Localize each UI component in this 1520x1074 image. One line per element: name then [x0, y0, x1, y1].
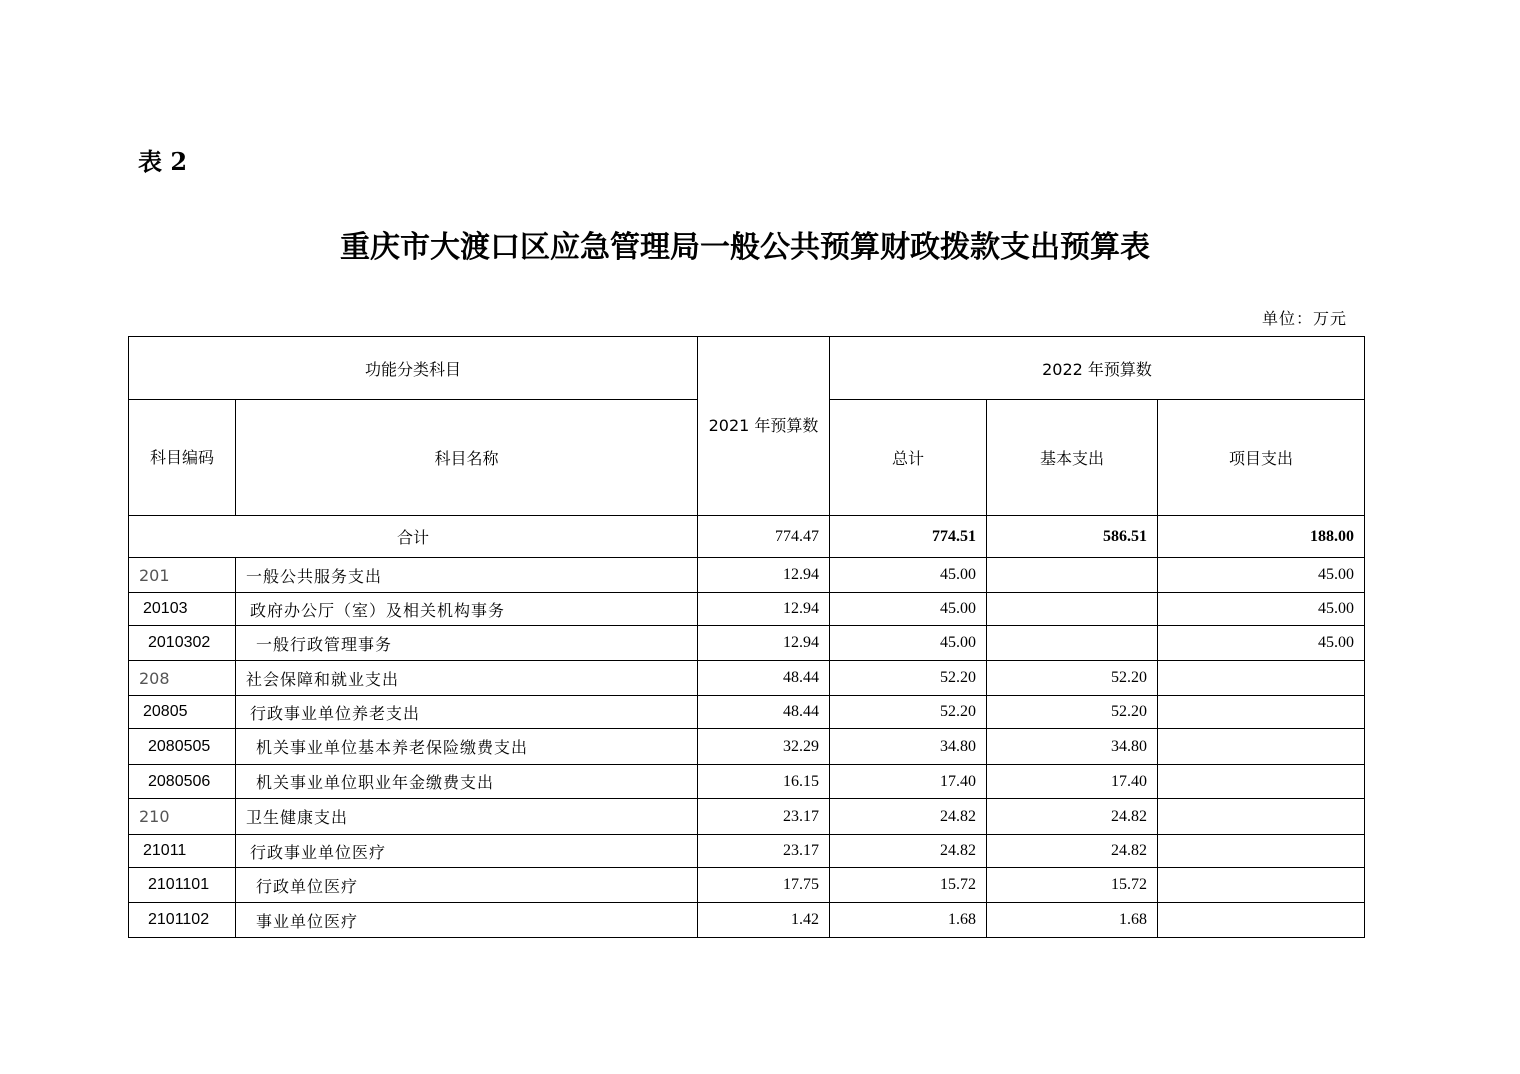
- row-prev-year: 23.17: [698, 835, 830, 868]
- row-project: 45.00: [1158, 558, 1365, 593]
- row-code: 2010302: [129, 626, 236, 661]
- table-row: [129, 868, 1365, 903]
- header-code: 科目编码: [129, 400, 236, 516]
- row-basic: 15.72: [987, 868, 1158, 903]
- table-label: 表 2: [138, 147, 188, 176]
- row-code: 21011: [129, 835, 236, 868]
- total-basic: 586.51: [987, 516, 1158, 558]
- table-row: [129, 593, 1365, 626]
- row-total: 34.80: [830, 729, 987, 765]
- total-project: 188.00: [1158, 516, 1365, 558]
- total-prev: 774.47: [698, 516, 830, 558]
- total-row: [129, 516, 1365, 558]
- unit-label: 单位：万元: [1262, 309, 1348, 328]
- row-total: 52.20: [830, 661, 987, 696]
- row-code: 2101101: [129, 868, 236, 903]
- row-total: 45.00: [830, 593, 987, 626]
- row-total: 24.82: [830, 835, 987, 868]
- table-row: [129, 696, 1365, 729]
- header-functional-category: 功能分类科目: [129, 337, 698, 400]
- row-project: 45.00: [1158, 593, 1365, 626]
- row-basic: 17.40: [987, 765, 1158, 799]
- row-prev-year: 32.29: [698, 729, 830, 765]
- row-basic: 1.68: [987, 903, 1158, 938]
- row-name: 社会保障和就业支出: [236, 661, 698, 696]
- table-row: [129, 626, 1365, 661]
- header-prev-year: 2021 年预算数: [698, 337, 830, 516]
- row-prev-year: 17.75: [698, 868, 830, 903]
- row-total: 1.68: [830, 903, 987, 938]
- table-row: [129, 835, 1365, 868]
- row-basic: 24.82: [987, 835, 1158, 868]
- row-basic: 52.20: [987, 696, 1158, 729]
- table-row: [129, 558, 1365, 593]
- row-prev-year: 23.17: [698, 799, 830, 835]
- row-name: 行政单位医疗: [236, 868, 698, 903]
- row-project: [1158, 868, 1365, 903]
- total-total: 774.51: [830, 516, 987, 558]
- row-code: 2080506: [129, 765, 236, 799]
- table-row: [129, 765, 1365, 799]
- row-name: 行政事业单位医疗: [236, 835, 698, 868]
- table-row: [129, 729, 1365, 765]
- row-project: [1158, 765, 1365, 799]
- row-project: [1158, 729, 1365, 765]
- row-project: [1158, 696, 1365, 729]
- row-name: 政府办公厅（室）及相关机构事务: [236, 593, 698, 626]
- row-total: 17.40: [830, 765, 987, 799]
- row-basic: 52.20: [987, 661, 1158, 696]
- total-label: 合计: [129, 516, 698, 558]
- row-prev-year: 1.42: [698, 903, 830, 938]
- row-total: 52.20: [830, 696, 987, 729]
- row-project: [1158, 835, 1365, 868]
- row-basic: [987, 593, 1158, 626]
- row-name: 一般公共服务支出: [236, 558, 698, 593]
- budget-table: [128, 336, 1365, 938]
- row-project: 45.00: [1158, 626, 1365, 661]
- row-basic: [987, 558, 1158, 593]
- row-code: 2101102: [129, 903, 236, 938]
- row-code: 210: [129, 799, 236, 835]
- page-title: 重庆市大渡口区应急管理局一般公共预算财政拨款支出预算表: [340, 230, 1150, 265]
- row-name: 一般行政管理事务: [236, 626, 698, 661]
- row-prev-year: 16.15: [698, 765, 830, 799]
- row-basic: 24.82: [987, 799, 1158, 835]
- row-basic: [987, 626, 1158, 661]
- row-code: 20103: [129, 593, 236, 626]
- table-row: [129, 799, 1365, 835]
- row-basic: 34.80: [987, 729, 1158, 765]
- row-total: 45.00: [830, 558, 987, 593]
- row-prev-year: 12.94: [698, 593, 830, 626]
- header-project: 项目支出: [1158, 400, 1365, 516]
- row-prev-year: 12.94: [698, 626, 830, 661]
- table-row: [129, 661, 1365, 696]
- row-total: 15.72: [830, 868, 987, 903]
- data-rows: [129, 558, 1365, 938]
- row-total: 24.82: [830, 799, 987, 835]
- table-row: [129, 903, 1365, 938]
- header-name: 科目名称: [236, 400, 698, 516]
- row-project: [1158, 799, 1365, 835]
- header-total: 总计: [830, 400, 987, 516]
- header-basic: 基本支出: [987, 400, 1158, 516]
- row-project: [1158, 903, 1365, 938]
- row-code: 2080505: [129, 729, 236, 765]
- row-code: 201: [129, 558, 236, 593]
- row-project: [1158, 661, 1365, 696]
- row-prev-year: 48.44: [698, 696, 830, 729]
- row-name: 机关事业单位基本养老保险缴费支出: [236, 729, 698, 765]
- row-total: 45.00: [830, 626, 987, 661]
- row-prev-year: 48.44: [698, 661, 830, 696]
- row-name: 事业单位医疗: [236, 903, 698, 938]
- row-name: 卫生健康支出: [236, 799, 698, 835]
- row-code: 208: [129, 661, 236, 696]
- row-code: 20805: [129, 696, 236, 729]
- header-current-year: 2022 年预算数: [830, 337, 1365, 400]
- row-prev-year: 12.94: [698, 558, 830, 593]
- row-name: 行政事业单位养老支出: [236, 696, 698, 729]
- row-name: 机关事业单位职业年金缴费支出: [236, 765, 698, 799]
